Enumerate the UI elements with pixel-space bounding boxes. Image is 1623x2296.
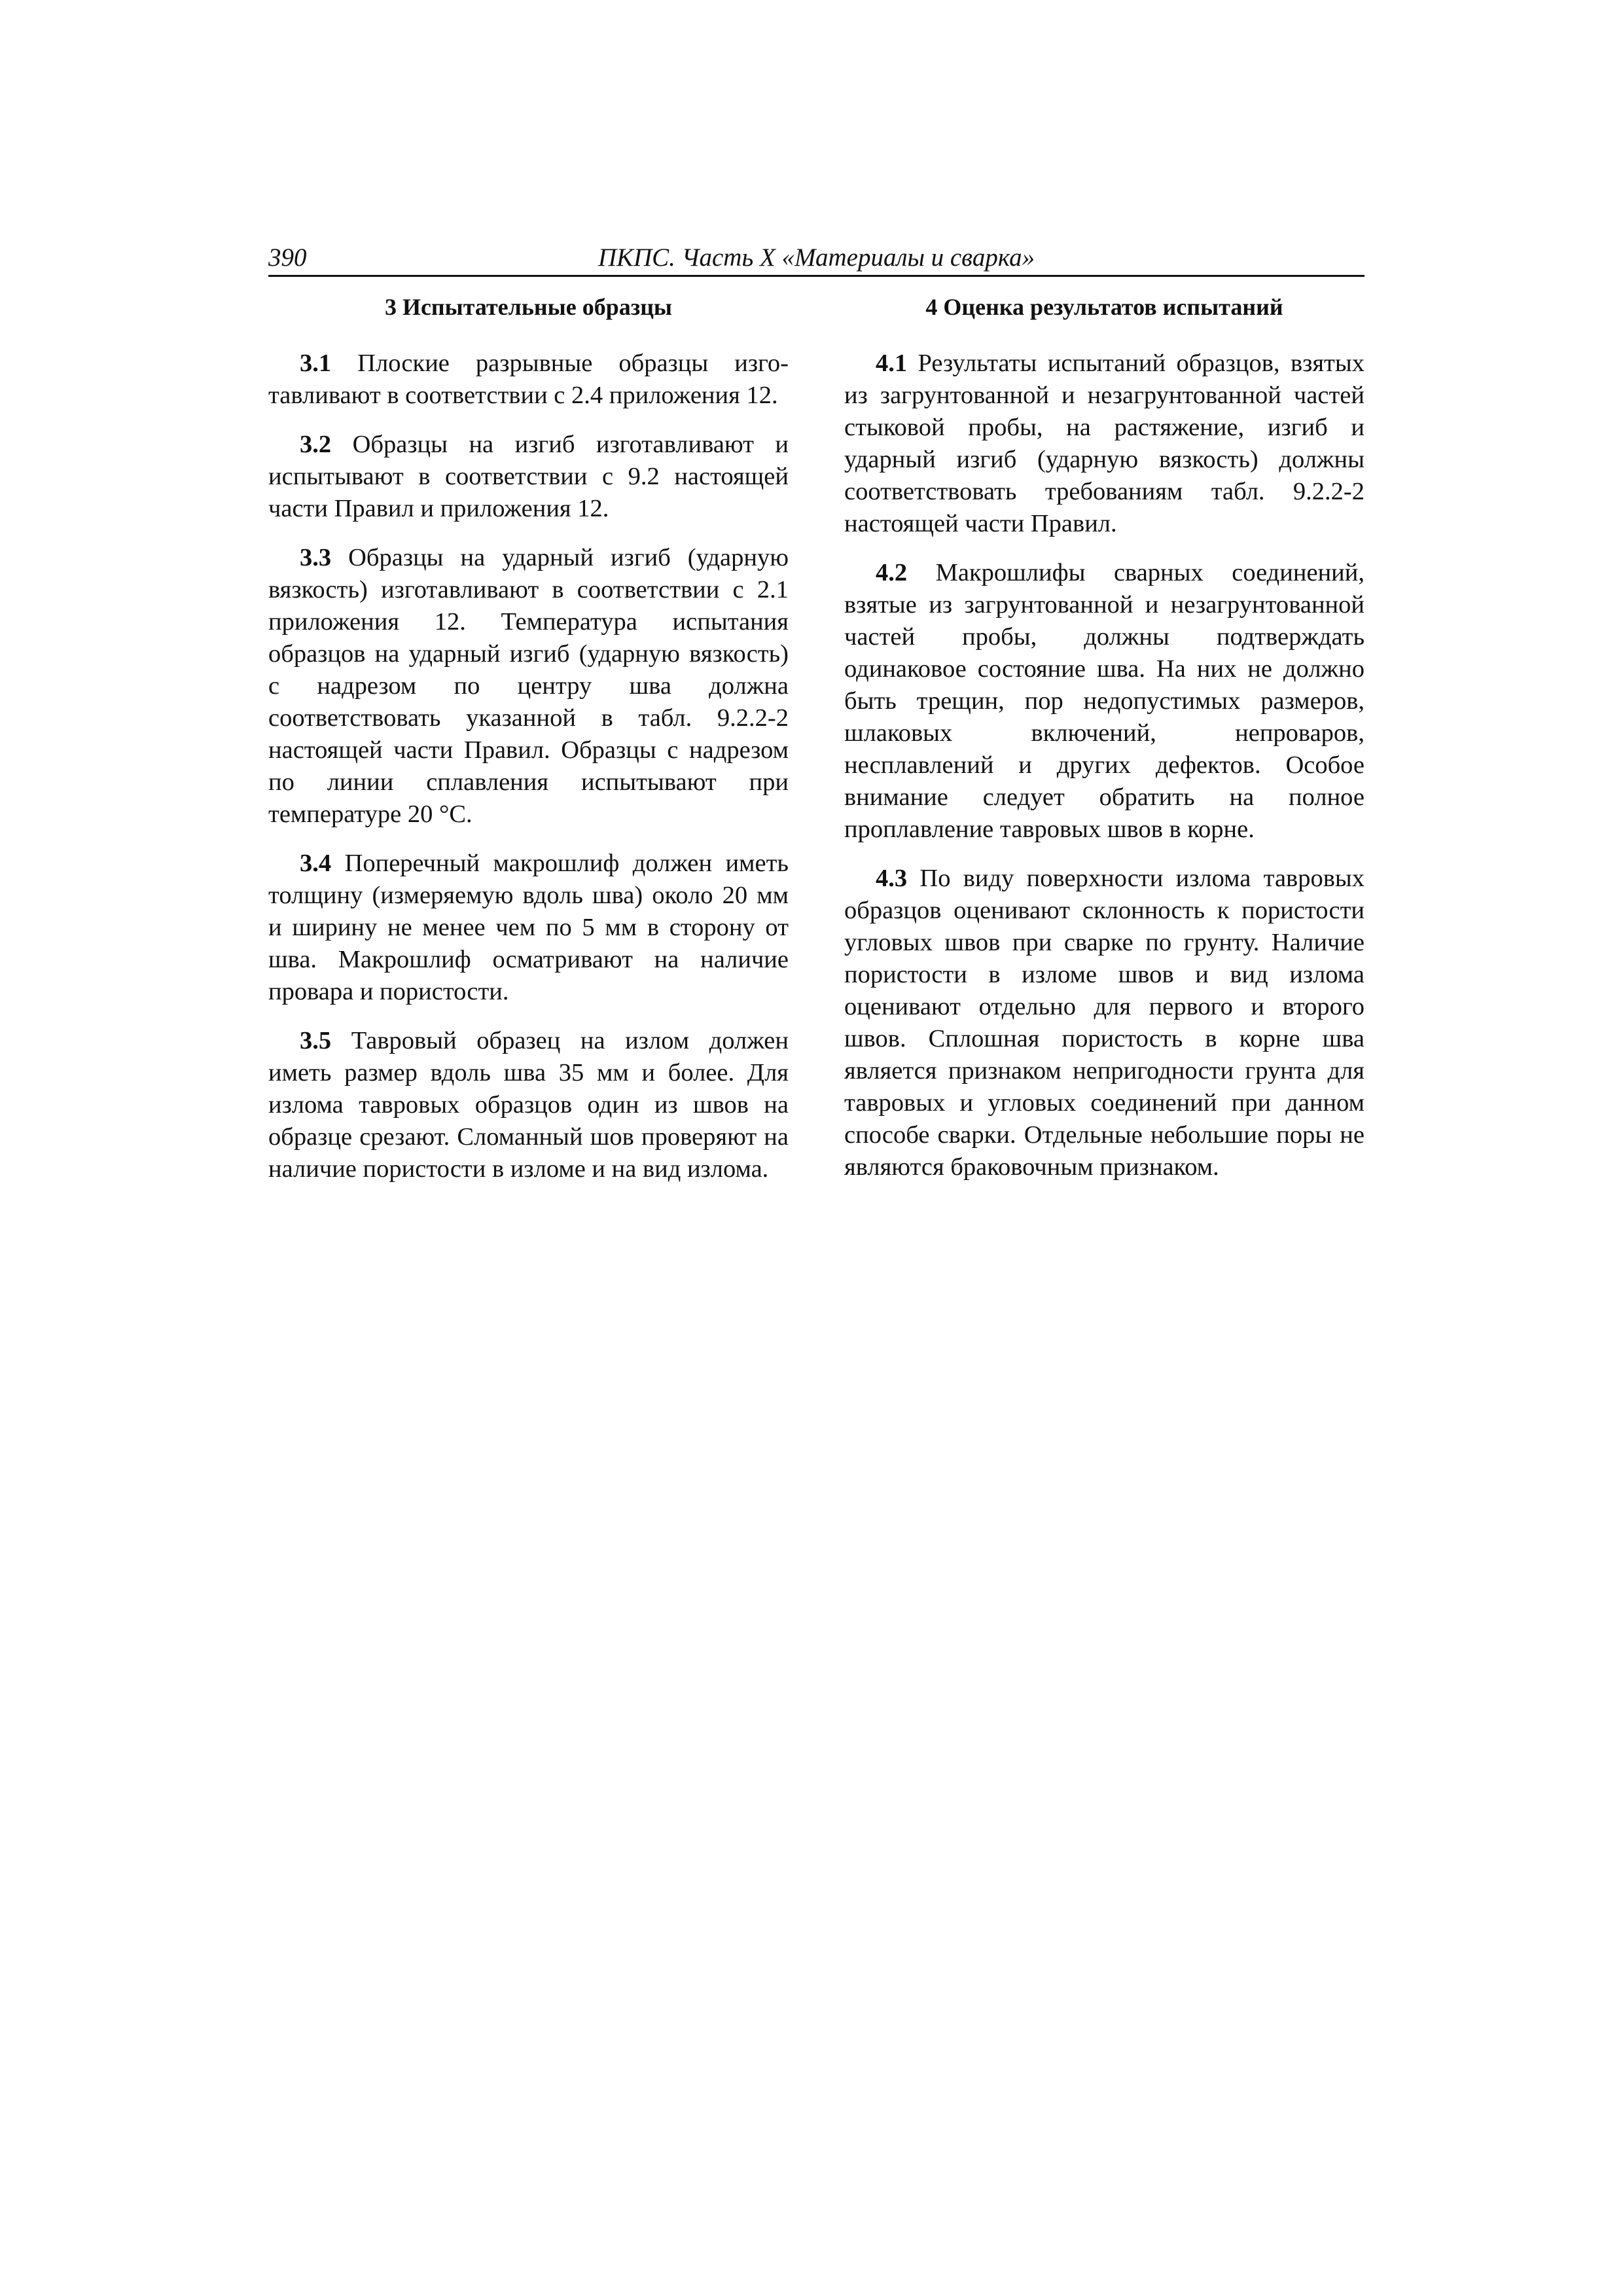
right-column (844, 285, 1364, 1202)
paragraph-number: 3.5 (300, 1027, 332, 1054)
paragraph-text: Макрошлифы сварных соединений, взятые из загрунтованной и незагрунтованной частей пробы, должны подтверждать одинаковое состояние шва. На них не должно быть трещин, пор недопустимых размеров, шлаковых включений, непроваров, несплавлений и других дефектов. Особое внимание следует обратить на полное проплавление тавровых швов в корне. (844, 559, 1364, 843)
paragraph-text: Образцы на ударный изгиб (ударную вязкость) изготавливают в соответствии с 2.1 приложения 12. Температура испытания образцов на ударный изгиб (ударную вязкость) с надрезом по центру шва должна соответствовать указанной в табл. 9.2.2-2 настоящей части Правил. Образцы с надрезом по линии сплавления испытывают при температуре 20 °С. (268, 544, 789, 828)
header-title: ПКПС. Часть X «Материалы и сварка» (597, 243, 1035, 272)
paragraph-text: Результаты испытаний образцов, взятых из загрунтованной и незагрунтованной частей стыковой пробы, на растяжение, изгиб и ударный изгиб (ударную вязкость) должны соответствовать требованиям табл. 9.2.2-2 настоящей части Правил. (844, 350, 1364, 537)
section-heading-4: 4 Оценка результатов испытаний (925, 294, 1283, 320)
paragraph-number: 3.3 (300, 544, 332, 571)
paragraph-3-2 (268, 429, 789, 525)
paragraph-3-3 (268, 542, 789, 831)
paragraph-number: 3.4 (300, 850, 332, 877)
paragraph-number: 4.3 (876, 865, 908, 892)
paragraph-4-3 (844, 863, 1364, 1183)
paragraph-3-5 (268, 1025, 789, 1185)
paragraph-text: Образцы на изгиб изготавливают и испытывают в соответствии с 9.2 настоящей части Правил и приложения 12. (268, 431, 789, 522)
left-column (268, 285, 789, 1202)
running-header (268, 236, 1364, 277)
document-page (268, 236, 1364, 1202)
page-number: 390 (268, 243, 307, 272)
paragraph-3-4 (268, 848, 789, 1008)
paragraph-3-1 (268, 348, 789, 412)
paragraph-4-1 (844, 348, 1364, 540)
section-heading-3: 3 Испытательные образцы (384, 294, 673, 320)
paragraph-text: Плоские разрывные образцы изготавливают в соответствии с 2.4 приложения 12. (268, 350, 789, 409)
paragraph-text: По виду поверхности излома тавровых образцов оценивают склонность к пористости угловых швов при сварке по грунту. Наличие пористости в изломе швов и вид излома оценивают отдельно для первого и второго швов. Сплошная пористость в корне шва является признаком непригодности грунта для тавровых и угловых соединений при данном способе сварки. Отдельные небольшие поры не являются браковочным признаком. (844, 865, 1365, 1181)
paragraph-number: 3.2 (300, 431, 332, 458)
paragraph-text: Поперечный макрошлиф должен иметь толщину (измеряемую вдоль шва) около 20 мм и ширину не менее чем по 5 мм в сторону от шва. Макрошлиф осматривают на наличие провара и пористости. (268, 850, 789, 1005)
paragraph-number: 4.1 (876, 350, 908, 377)
paragraph-text: Тавровый образец на излом должен иметь размер вдоль шва 35 мм и более. Для излома тавровых образцов один из швов на образце срезают. Сломанный шов проверяют на наличие пористости в изломе и на вид излома. (268, 1027, 789, 1183)
paragraph-number: 4.2 (876, 559, 908, 586)
paragraph-number: 3.1 (300, 350, 332, 377)
paragraph-4-2 (844, 557, 1364, 846)
two-column-body (268, 285, 1364, 1202)
